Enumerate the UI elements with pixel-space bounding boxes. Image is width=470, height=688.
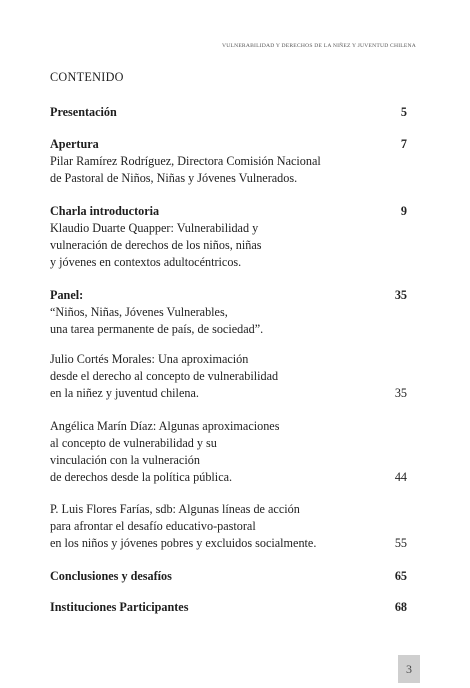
- entry-page-number: 44: [394, 470, 407, 484]
- entry-description-line: de derechos desde la política pública.: [50, 470, 233, 484]
- entry-title: Charla introductoria: [50, 204, 160, 218]
- entry-page-number: 65: [394, 569, 407, 583]
- entry-title: Presentación: [50, 105, 117, 119]
- entry-description-line: Klaudio Duarte Quapper: Vulnerabilidad y: [50, 221, 259, 235]
- entry-description-line: en la niñez y juventud chilena.: [50, 386, 199, 400]
- entry-description-line: para afrontar el desafío educativo-pastoral: [50, 519, 256, 533]
- toc-entry-luis-flores: [50, 501, 407, 552]
- entry-page-number: 7: [400, 137, 407, 151]
- toc-entry-apertura: [50, 136, 407, 187]
- toc-entry-angelica-marin: [50, 418, 407, 486]
- toc-entry-charla-introductoria: [50, 203, 407, 271]
- entry-description-line: y jóvenes en contextos adultocéntricos.: [50, 255, 242, 269]
- entry-description-line: Angélica Marín Díaz: Algunas aproximaciones: [50, 419, 280, 433]
- entry-page-number: 35: [394, 386, 407, 400]
- entry-page-number: 35: [394, 288, 407, 302]
- entry-description-line: en los niños y jóvenes pobres y excluidos socialmente.: [50, 536, 317, 550]
- toc-entry-panel: [50, 287, 407, 338]
- entry-title: Panel:: [50, 288, 84, 302]
- contents-heading: CONTENIDO: [50, 70, 124, 84]
- entry-description-line: vinculación con la vulneración: [50, 453, 200, 467]
- entry-description-line: “Niños, Niñas, Jóvenes Vulnerables,: [50, 305, 228, 319]
- running-header: VULNERABILIDAD Y DERECHOS DE LA NIÑEZ Y JUVENTUD CHILENA: [221, 43, 416, 49]
- entry-page-number: 68: [394, 600, 407, 614]
- entry-page-number: 9: [400, 204, 407, 218]
- page-number: 3: [406, 661, 412, 676]
- entry-description-line: Julio Cortés Morales: Una aproximación: [50, 352, 249, 366]
- entry-description-line: P. Luis Flores Farías, sdb: Algunas líneas de acción: [50, 502, 300, 516]
- toc-entry-julio-cortes: [50, 351, 407, 402]
- entry-page-number: 5: [400, 105, 407, 119]
- entry-title: Instituciones Participantes: [50, 600, 189, 614]
- entry-description-line: desde el derecho al concepto de vulnerabilidad: [50, 369, 279, 383]
- entry-title: Apertura: [50, 137, 99, 151]
- toc-entry-conclusiones: [50, 568, 407, 585]
- entry-title: Conclusiones y desafíos: [50, 569, 172, 583]
- toc-entry-presentacion: [50, 104, 407, 121]
- toc-entry-instituciones: [50, 599, 407, 616]
- entry-description-line: de Pastoral de Niños, Niñas y Jóvenes Vulnerados.: [50, 171, 298, 185]
- page-number-badge: [398, 655, 420, 683]
- entry-page-number: 55: [394, 536, 407, 550]
- entry-description-line: una tarea permanente de país, de sociedad”.: [50, 322, 264, 336]
- entry-description-line: al concepto de vulnerabilidad y su: [50, 436, 217, 450]
- entry-description-line: vulneración de derechos de los niños, niñas: [50, 238, 262, 252]
- entry-description-line: Pilar Ramírez Rodríguez, Directora Comisión Nacional: [50, 154, 321, 168]
